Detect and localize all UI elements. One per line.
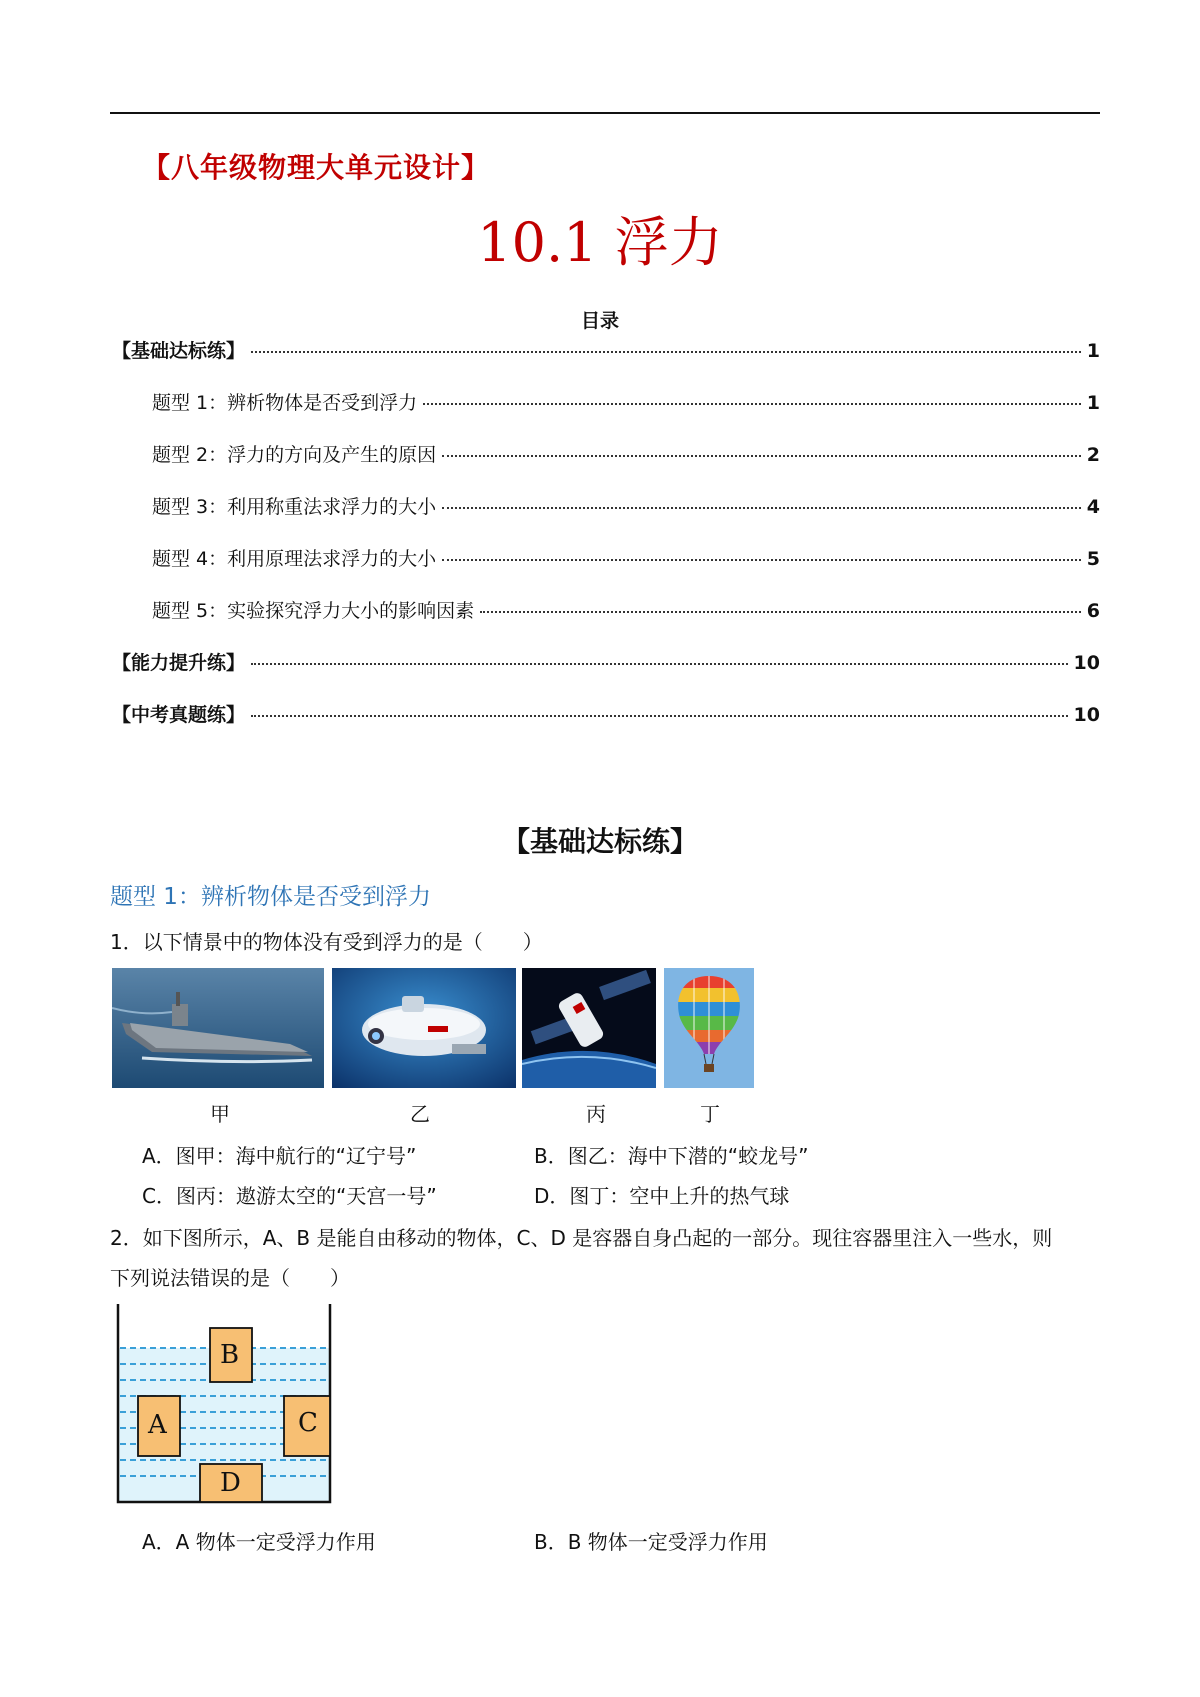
container-diagram [116,1304,332,1504]
toc-entry-label: 【基础达标练】 [112,340,246,362]
caption-yi: 乙 [410,1102,430,1126]
question-2-stem-line2: 下列说法错误的是（ ） [110,1266,350,1290]
q1-option-b[interactable]: B．图乙：海中下潜的“蛟龙号” [534,1144,809,1168]
toc-entry-label: 【能力提升练】 [112,652,246,674]
toc-entry-page: 1 [1086,392,1100,414]
toc-entry-page: 4 [1086,496,1100,518]
toc-leader [251,351,1081,353]
block-b-label: B [220,1340,240,1370]
hot-air-balloon-image [664,968,754,1088]
toc-entry-exam[interactable] [112,700,1100,727]
toc-entry-page: 10 [1073,652,1100,674]
toc-leader [480,611,1081,613]
toc-entry-label: 题型 2：浮力的方向及产生的原因 [152,444,437,466]
toc-entry-basic[interactable] [112,336,1100,363]
toc-entry-label: 题型 4：利用原理法求浮力的大小 [152,548,437,570]
section-heading: 【基础达标练】 [501,825,698,858]
q1-option-c[interactable]: C．图丙：遨游太空的“天宫一号” [142,1184,437,1208]
toc-entry-ability[interactable] [112,648,1100,675]
caption-bing: 丙 [586,1102,606,1126]
type-heading: 题型 1：辨析物体是否受到浮力 [110,884,431,910]
block-c-label: C [298,1408,318,1438]
q1-option-a[interactable]: A．图甲：海中航行的“辽宁号” [142,1144,417,1168]
toc-entry-page: 10 [1073,704,1100,726]
series-title: 【八年级物理大单元设计】 [142,151,491,184]
toc-leader [442,455,1081,457]
block-d-label: D [220,1468,241,1498]
toc-leader [442,559,1081,561]
toc-entry-page: 2 [1086,444,1100,466]
toc-leader [251,715,1068,717]
toc-entry-type3[interactable] [152,492,1100,519]
q1-option-d[interactable]: D．图丁：空中上升的热气球 [534,1184,790,1208]
toc-leader [423,403,1081,405]
toc-entry-page: 5 [1086,548,1100,570]
toc-entry-page: 6 [1086,600,1100,622]
question-1-stem: 1．以下情景中的物体没有受到浮力的是（ ） [110,930,543,954]
toc-entry-type1[interactable] [152,388,1100,415]
question-2-stem-line1: 2．如下图所示，A、B 是能自由移动的物体，C、D 是容器自身凸起的一部分。现往容器里注入一些水，则 [110,1226,1053,1250]
block-a-label: A [148,1410,167,1440]
caption-jia: 甲 [210,1102,230,1126]
q2-option-a[interactable]: A．A 物体一定受浮力作用 [142,1530,376,1554]
carrier-image [112,968,324,1088]
page-title: 10.1 浮力 [477,211,723,274]
submersible-image [332,968,516,1088]
toc-entry-type5[interactable] [152,596,1100,623]
toc-entry-label: 题型 3：利用称重法求浮力的大小 [152,496,437,518]
toc-entry-type2[interactable] [152,440,1100,467]
toc-leader [442,507,1081,509]
caption-ding: 丁 [700,1102,720,1126]
toc-heading: 目录 [580,310,619,332]
header-rule [110,112,1100,114]
toc-entry-label: 题型 5：实验探究浮力大小的影响因素 [152,600,475,622]
toc-entry-page: 1 [1086,340,1100,362]
q2-option-b[interactable]: B．B 物体一定受浮力作用 [534,1530,768,1554]
space-station-image [522,968,656,1088]
toc-entry-type4[interactable] [152,544,1100,571]
toc-leader [251,663,1068,665]
toc-entry-label: 题型 1：辨析物体是否受到浮力 [152,392,418,414]
toc-entry-label: 【中考真题练】 [112,704,246,726]
